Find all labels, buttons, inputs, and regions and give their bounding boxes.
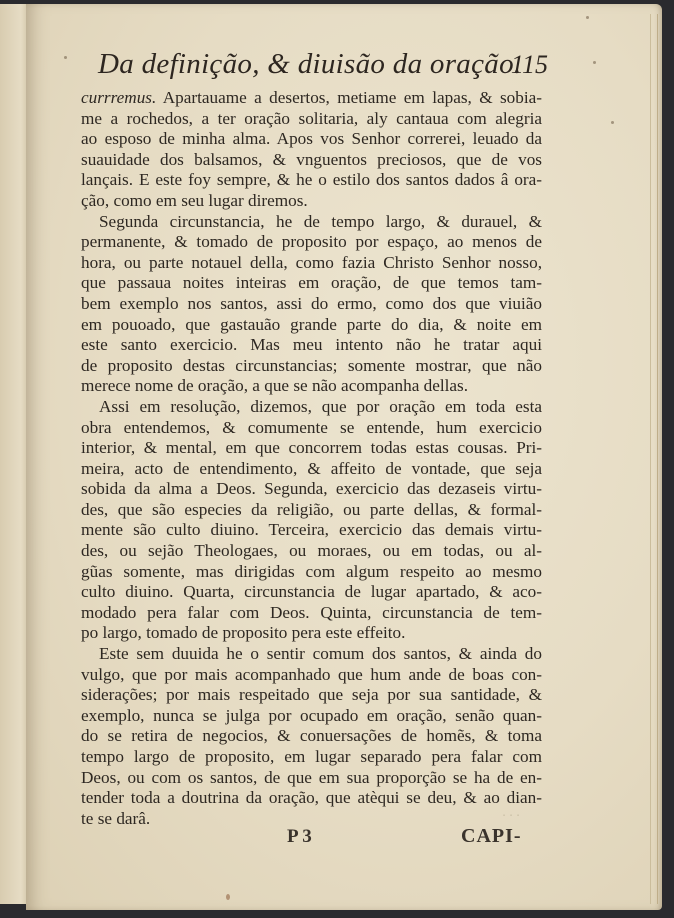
running-title: Da definição, & diuisão da oração.: [98, 48, 522, 80]
text-line: exemplo, nunca se julga por ocupado em oração, senão quan-: [81, 705, 542, 725]
text-line: do se retira de negocios, & conuersações de homẽs, & toma: [81, 726, 542, 746]
text-line: lançais. E este foy sempre, & he o estilo dos santos dados â ora-: [81, 170, 542, 190]
text-line: me a rochedos, a ter oração solitaria, aly cantaua com alegria: [81, 108, 542, 128]
text-line: hora, ou parte notauel della, como fazia Christo Senhor nosso,: [81, 252, 542, 272]
text-line: ao esposo de minha alma. Apos vos Senhor correrei, leuado da: [81, 129, 542, 149]
text-line: permanente, & tomado de proposito por espaço, ao menos de: [81, 232, 542, 252]
text-line: gũas somente, mas dirigidas com algum respeito ao mesmo: [81, 561, 542, 581]
text-line: obra entendemos, & comumente se entende, hum exercicio: [81, 417, 542, 437]
text-line: te se darâ.: [81, 808, 151, 828]
text-line: siderações; por mais respeitado que seja por sua santidade, &: [81, 685, 542, 705]
text-line: em pouoado, que gastauão grande parte do dia, & noite em: [81, 314, 542, 334]
text-line: po largo, tomado de proposito pera este effeito.: [81, 623, 406, 643]
text-line: este santo exercicio. Mas meu intento não he tratar aqui: [81, 335, 542, 355]
text-line: tender toda a doutrina da oração, que atèqui se deu, & ao dian-: [81, 788, 542, 808]
show-through-text: · · ·: [502, 809, 520, 824]
text-line: interior, & mental, em que concorrem todas estas cousas. Pri-: [81, 438, 542, 458]
text-line: mente são culto diuino. Terceira, exercicio das demais virtu-: [81, 520, 542, 540]
text-line: [81, 88, 542, 109]
text-line: sobida da alma a Deos. Segunda, exercicio das dezaseis virtu-: [81, 479, 542, 499]
text-line: modado pera falar com Deos. Quinta, circunstancia de tem-: [81, 602, 542, 622]
page-number: 115: [510, 50, 548, 79]
paper-speck: [593, 61, 596, 64]
page-header: [78, 48, 548, 82]
catchword: CAPI-: [461, 825, 522, 847]
page-fore-edge: [650, 14, 658, 904]
text-line: ção, como em seu lugar diremos.: [81, 190, 308, 210]
text-line: que passaua noites inteiras em oração, de que temos tam-: [81, 273, 542, 293]
text-line: Assi em resolução, dizemos, que por oração em toda esta: [99, 396, 542, 416]
text-line: merece nome de oração, a que se não acompanha dellas.: [81, 376, 469, 396]
text-line: des, que são especies da religião, ou parte dellas, & formal-: [81, 499, 542, 519]
paper-stain: [226, 894, 230, 900]
text-line: meira, acto de entendimento, & affeito de vontade, que seja: [81, 458, 542, 478]
text-line: suauidade dos balsamos, & vnguentos preciosos, que de vos: [81, 149, 542, 169]
signature-mark: P 3: [287, 826, 312, 847]
text-line: Este sem duuida he o sentir comum dos santos, & ainda do: [99, 644, 542, 664]
paper-speck: [64, 56, 67, 59]
italic-word: currremus.: [81, 88, 157, 107]
text-line: vulgo, que por mais acompanhado que hum ande de boas con-: [81, 664, 542, 684]
paper-speck: [611, 121, 614, 124]
text-line: bem exemplo nos santos, assi do ermo, como dos que viuião: [81, 293, 542, 313]
body-text: [81, 88, 542, 829]
text-line: tempo largo de proposito, em lugar separado pera falar com: [81, 747, 542, 766]
text-line: culto diuino. Quarta, circunstancia de lugar apartado, & aco-: [81, 582, 542, 602]
paper-speck: [586, 16, 589, 19]
text-line: des, ou sejão Theologaes, ou moraes, ou em todas, ou al-: [81, 541, 542, 561]
text-line: Segunda circunstancia, he de tempo largo, & durauel, &: [99, 211, 542, 231]
line-rest: Apartauame a desertos, metiame em lapas, & sobia-: [156, 88, 542, 107]
text-line: de proposito destas circunstancias; somente mostrar, que não: [81, 355, 542, 375]
text-line: Deos, ou com os santos, de que em sua proporção se ha de en-: [81, 767, 542, 787]
